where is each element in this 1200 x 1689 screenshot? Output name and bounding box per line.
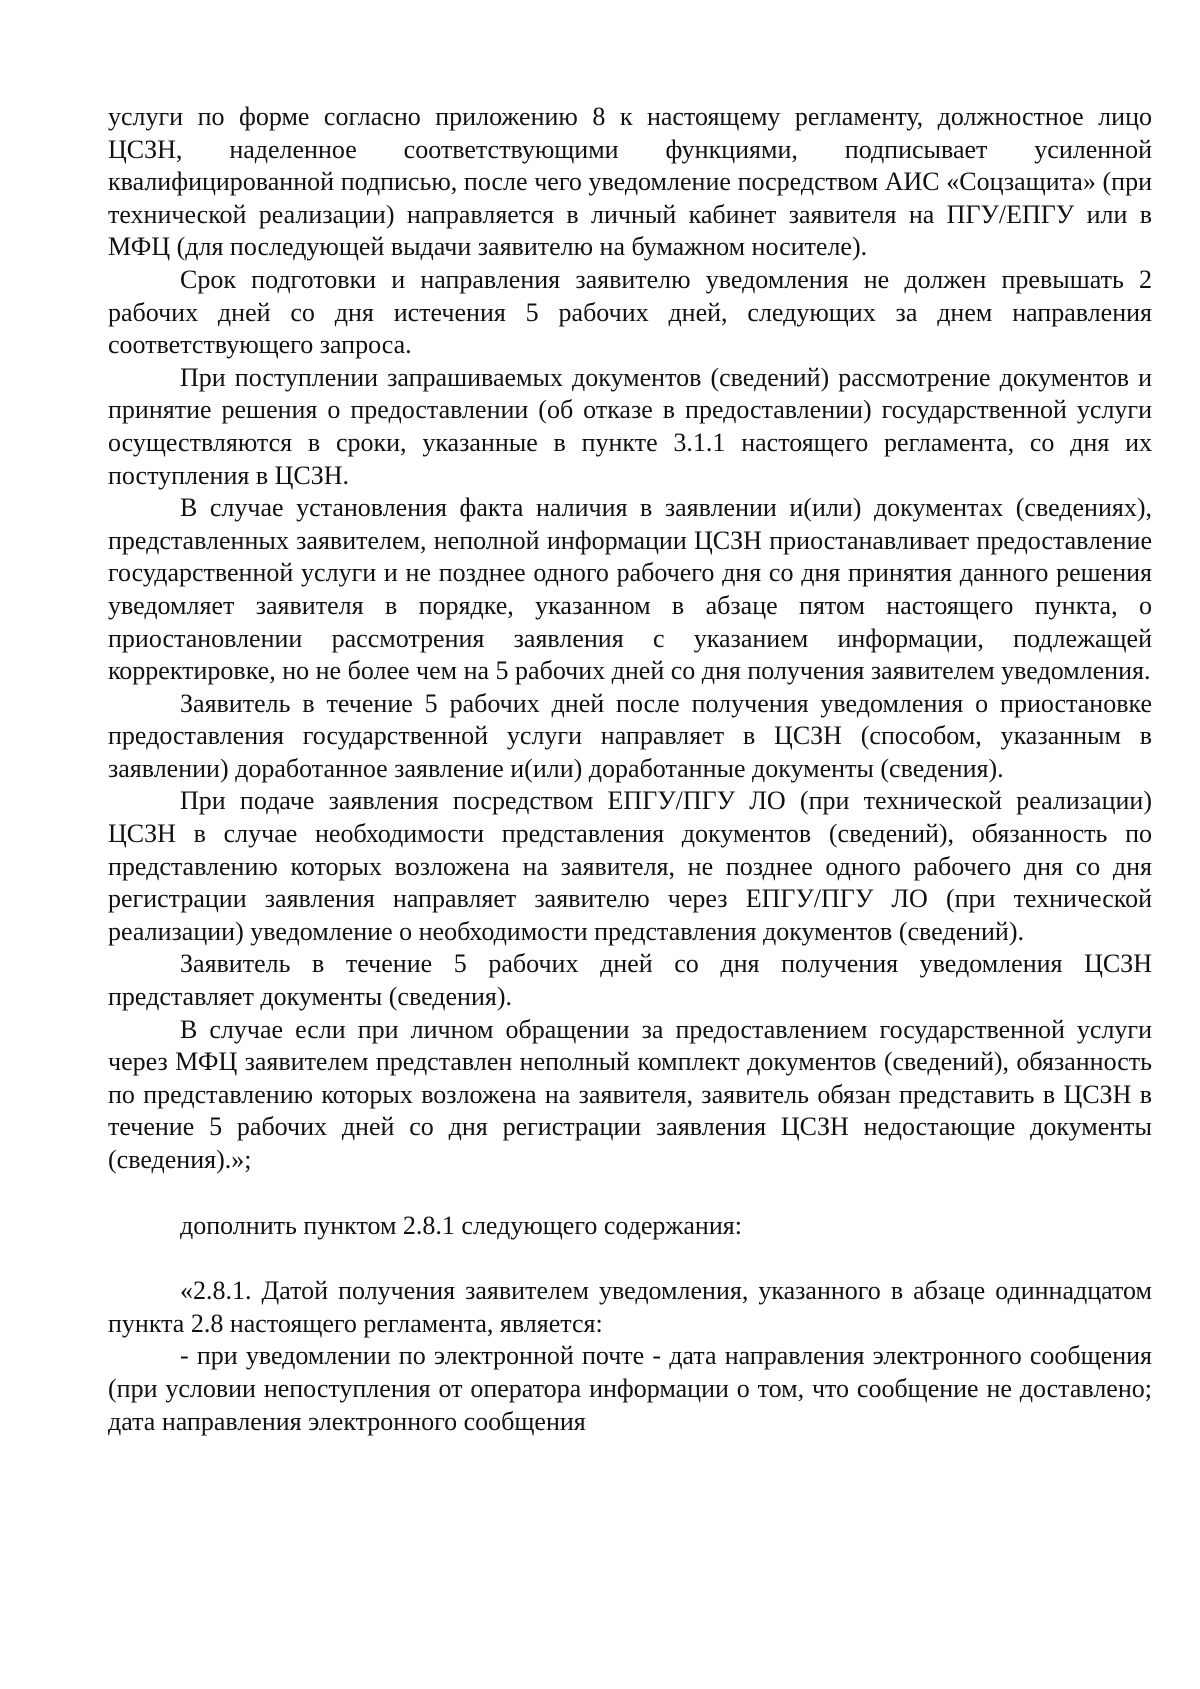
paragraph-5: Заявитель в течение 5 рабочих дней после получения уведомления о приостановке предоставления государственной услуги направляет в ЦСЗН (способом, указанным в заявлении) доработанное заявление и(или) доработанные документы (сведения). — [108, 688, 1152, 783]
paragraph-8: В случае если при личном обращении за предоставлением государственной услуги через МФЦ заявителем представлен неполный комплект документов (сведений), обязанность по представлению которых возложена на заявителя, заявитель обязан представить в ЦСЗН в течение 5 рабочих дней со дня регистрации заявления ЦСЗН недостающие документы (сведения).»; — [108, 1014, 1152, 1174]
document-body — [108, 101, 1152, 1438]
paragraph-9: дополнить пунктом 2.8.1 следующего содержания: — [180, 1210, 742, 1240]
paragraph-11: - при уведомлении по электронной почте - дата направления электронного сообщения (при условии непоступления от оператора информации о том, что сообщение не доставлено; дата направления электронного сообщения — [108, 1341, 1152, 1436]
paragraph-3: При поступлении запрашиваемых документов (сведений) рассмотрение документов и принятие решения о предоставлении (об отказе в предоставлении) государственной услуги осуществляются в сроки, указанные в пункте 3.1.1 настоящего регламента, со дня их поступления в ЦСЗН. — [108, 362, 1152, 490]
paragraph-2: Срок подготовки и направления заявителю уведомления не должен превышать 2 рабочих дней со дня истечения 5 рабочих дней, следующих за днем направления соответствующего запроса. — [108, 264, 1152, 360]
paragraph-4: В случае установления факта наличия в заявлении и(или) документах (сведениях), представленных заявителем, неполной информации ЦСЗН приостанавливает предоставление государственной услуги и не позднее одного рабочего дня со дня принятия данного решения уведомляет заявителя в порядке, указанном в абзаце пятом настоящего пункта, о приостановлении рассмотрения заявления с указанием информации, подлежащей корректировке, но не более чем на 5 рабочих дней со дня получения заявителем уведомления. — [108, 493, 1152, 686]
paragraph-10: «2.8.1. Датой получения заявителем уведомления, указанного в абзаце одиннадцатом пункта 2.8 настоящего регламента, является: — [108, 1276, 1152, 1338]
paragraph-7: Заявитель в течение 5 рабочих дней со дня получения уведомления ЦСЗН представляет документы (сведения). — [108, 949, 1152, 1012]
paragraph-1: услуги по форме согласно приложению 8 к настоящему регламенту, должностное лицо ЦСЗН, наделенное соответствующими функциями, подписывает усиленной квалифицированной подписью, после чего уведомление посредством АИС «Соцзащита» (при технической реализации) направляется в личный кабинет заявителя на ПГУ/ЕПГУ или в МФЦ (для последующей выдачи заявителю на бумажном носителе). — [108, 102, 1152, 262]
paragraph-6: При подаче заявления посредством ЕПГУ/ПГУ ЛО (при технической реализации) ЦСЗН в случае необходимости представления документов (сведений), обязанность по представлению которых возложена на заявителя, не позднее одного рабочего дня со дня регистрации заявления направляет заявителю через ЕПГУ/ПГУ ЛО (при технической реализации) уведомление о необходимости представления документов (сведений). — [108, 786, 1152, 946]
